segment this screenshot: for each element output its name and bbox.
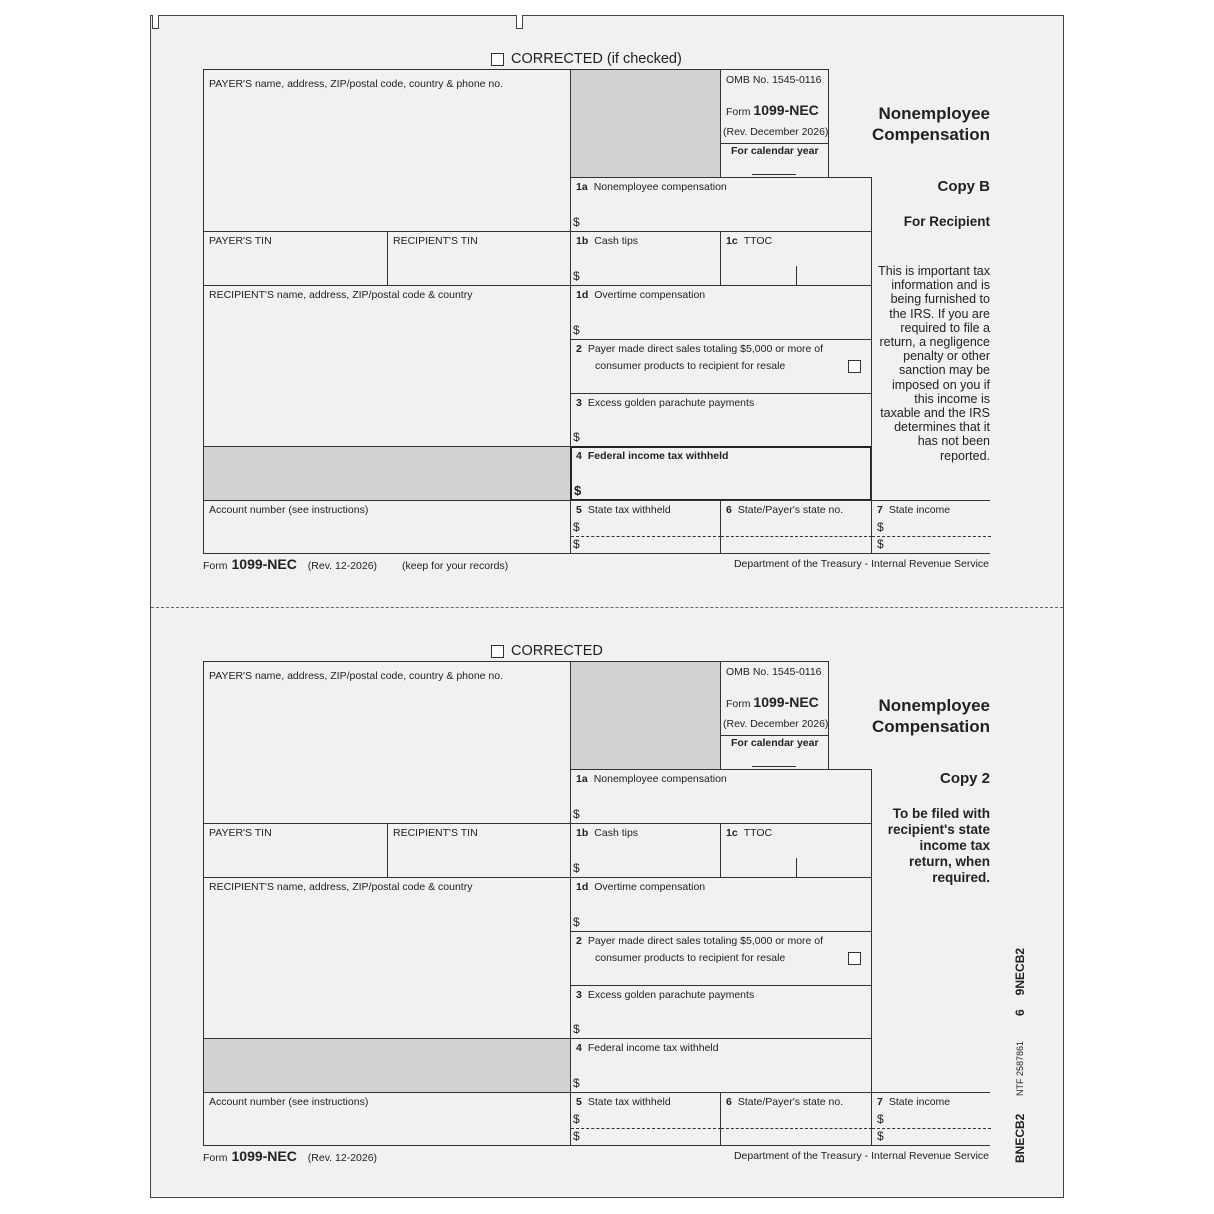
box-2: 2 Payer made direct sales totaling $5,000 or more of consumer products to recipient for resale (570, 339, 872, 394)
notice-line: penalty or other (903, 349, 990, 364)
notice-line: imposed on you if (892, 377, 990, 392)
footer-department: Department of the Treasury - Internal Revenue Service (733, 1150, 989, 1162)
shaded-box (203, 446, 571, 501)
copy-purpose-line: income tax (919, 838, 990, 853)
box-4[interactable]: 4 Federal income tax withheld $ (570, 446, 872, 501)
box-5[interactable]: 5 State tax withheld $ $ (570, 1092, 721, 1146)
omb-box (720, 69, 829, 178)
recipient-name-box[interactable]: RECIPIENT'S name, address, ZIP/postal code & country (203, 285, 571, 447)
box-1c[interactable]: 1c TTOC (720, 231, 872, 286)
calendar-year-label: For calendar year (731, 145, 819, 157)
box-1a[interactable]: 1a Nonemployee compensation $ (570, 769, 872, 824)
account-number-box[interactable]: Account number (see instructions) (203, 1092, 571, 1146)
payer-name-box[interactable] (203, 69, 571, 232)
copy-purpose-line: recipient's state (887, 822, 990, 837)
notice-line: determines that it (894, 420, 990, 435)
notice-line: required to file a (900, 320, 990, 335)
box-7[interactable]: 7 State income $ $ (871, 1092, 990, 1146)
side-code-bottom: BNECB2 (1013, 1113, 1027, 1163)
corrected-label: CORRECTED (511, 643, 603, 659)
omb-box: OMB No. 1545-0116 Form 1099-NEC (Rev. December 2026) For calendar year (720, 661, 829, 770)
copy-purpose-line: return, when (908, 854, 990, 869)
payer-name-box[interactable]: PAYER'S name, address, ZIP/postal code, country & phone no. (203, 661, 571, 824)
footer-form-id: Form 1099-NEC (Rev. 12-2026) (203, 1148, 378, 1164)
payer-tin-box[interactable]: PAYER'S TIN (203, 823, 388, 878)
footer-form-id: Form 1099-NEC (Rev. 12-2026) (keep for your records) (203, 556, 509, 572)
box-1c[interactable]: 1c TTOC (720, 823, 872, 878)
box-1b[interactable]: 1b Cash tips $ (570, 823, 721, 878)
copy-2-form (0, 592, 1214, 1192)
notice-line: information and is (891, 278, 990, 293)
payer-name-label: PAYER'S name, address, ZIP/postal code, country & phone no. (209, 78, 504, 90)
notice-line: taxable and the IRS (880, 406, 990, 421)
box-5[interactable]: 5 State tax withheld $ $ (570, 500, 721, 554)
side-ntf-code: NTF 2587861 (1015, 1040, 1025, 1096)
box-1a[interactable]: 1a Nonemployee compensation $ (570, 177, 872, 232)
footer-department: Department of the Treasury - Internal Revenue Service (733, 558, 989, 570)
copy-purpose-line: required. (932, 870, 990, 885)
recipient-tin-box[interactable]: RECIPIENT'S TIN (387, 231, 571, 286)
copy-purpose-line: To be filed with (892, 806, 990, 821)
notice-line: This is important tax (878, 264, 990, 278)
recipient-name-box[interactable]: RECIPIENT'S name, address, ZIP/postal code & country (203, 877, 571, 1039)
direct-sales-checkbox[interactable] (848, 360, 861, 373)
void-gray-box (570, 69, 721, 178)
notice-line: return, a negligence (879, 335, 990, 350)
form-number-label: Form 1099-NEC (726, 102, 819, 118)
revision-date: (Rev. December 2026) (723, 126, 829, 138)
notice-line: being furnished to (890, 292, 990, 307)
corrected-label: CORRECTED (if checked) (511, 51, 682, 67)
shaded-box (203, 1038, 571, 1093)
box-1d[interactable]: 1d Overtime compensation $ (570, 285, 872, 340)
notice-line: reported. (939, 448, 990, 463)
box-4[interactable]: 4 Federal income tax withheld $ (570, 1038, 872, 1093)
box-7[interactable]: 7 State income $ $ (871, 500, 990, 554)
box-6[interactable]: 6 State/Payer's state no. (720, 500, 872, 554)
corrected-checkbox[interactable] (491, 645, 504, 658)
notice-line: the IRS. If you are (889, 306, 990, 321)
corrected-checkbox[interactable] (491, 53, 504, 66)
omb-number: OMB No. 1545-0116 (726, 74, 822, 86)
payer-tin-box[interactable]: PAYER'S TIN (203, 231, 388, 286)
notice-line: this income is (914, 391, 990, 406)
box-2: 2 Payer made direct sales totaling $5,000 or more of consumer products to recipient for resale (570, 931, 872, 986)
copy-b-form (0, 0, 1214, 600)
box-6[interactable]: 6 State/Payer's state no. (720, 1092, 872, 1146)
notice-line: sanction may be (898, 363, 990, 378)
form-title: Nonemployee Compensation (871, 696, 990, 736)
notice-line: has not been (917, 434, 990, 449)
recipient-tin-box[interactable]: RECIPIENT'S TIN (387, 823, 571, 878)
account-number-box[interactable]: Account number (see instructions) (203, 500, 571, 554)
void-gray-box (570, 661, 721, 770)
form-title: Nonemployee Compensation (871, 104, 990, 144)
box-1d[interactable]: 1d Overtime compensation $ (570, 877, 872, 932)
side-code-top: 69NECB2 (1013, 947, 1027, 1016)
copy-purpose: For Recipient (903, 214, 990, 229)
direct-sales-checkbox[interactable] (848, 952, 861, 965)
box-1b[interactable]: 1b Cash tips $ (570, 231, 721, 286)
copy-purpose (860, 806, 990, 886)
important-tax-notice (862, 264, 990, 463)
copy-name: Copy 2 (939, 770, 990, 787)
copy-name: Copy B (937, 178, 990, 195)
box-3[interactable]: 3 Excess golden parachute payments $ (570, 393, 872, 447)
box-3[interactable]: 3 Excess golden parachute payments $ (570, 985, 872, 1039)
